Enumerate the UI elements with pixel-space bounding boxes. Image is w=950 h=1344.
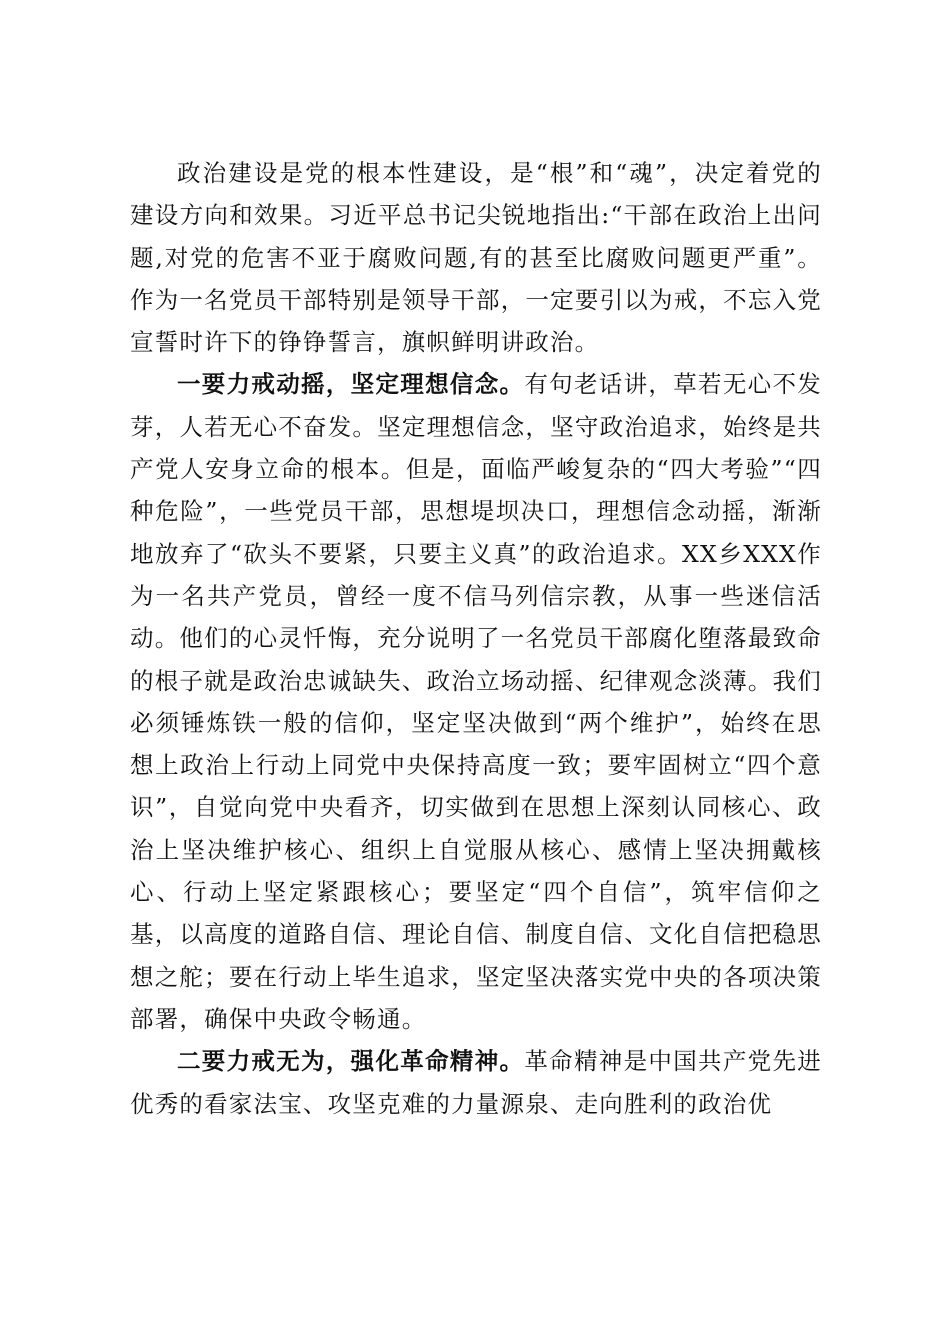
- paragraph-point-two-heading: 二要力戒无为，强化革命精神。: [177, 1047, 525, 1076]
- paragraph-intro: [130, 152, 822, 363]
- document-body: [130, 152, 822, 1125]
- paragraph-point-one-heading: 一要力戒动摇，坚定理想信念。: [177, 370, 525, 399]
- paragraph-point-one: [130, 363, 822, 1040]
- paragraph-point-one-text: 有句老话讲，草若无心不发芽，人若无心不奋发。坚定理想信念，坚守政治追求，始终是共产党人安身立命的根本。但是，面临严峻复杂的“四大考验”“四种危险”，一些党员干部，思想堤坝决口，理想信念动摇，渐渐地放弃了“砍头不要紧，只要主义真”的政治追求。XX乡XXX作为一名共产党员，曾经一度不信马列信宗教，从事一些迷信活动。他们的心灵忏悔，充分说明了一名党员干部腐化堕落最致命的根子就是政治忠诚缺失、政治立场动摇、纪律观念淡薄。我们必须锤炼铁一般的信仰，坚定坚决做到“两个维护”，始终在思想上政治上行动上同党中央保持高度一致；要牢固树立“四个意识”，自觉向党中央看齐，切实做到在思想上深刻认同核心、政治上坚决维护核心、组织上自觉服从核心、感情上坚决拥戴核心、行动上坚定紧跟核心；要坚定“四个自信”，筑牢信仰之基，以高度的道路自信、理论自信、制度自信、文化自信把稳思想之舵；要在行动上毕生追求，坚定坚决落实党中央的各项决策部署，确保中央政令畅通。: [130, 370, 822, 1033]
- paragraph-point-two-text: 革命精神是中国共产党先进优秀的看家法宝、攻坚克难的力量源泉、走向胜利的政治优: [130, 1047, 822, 1118]
- paragraph-point-two: [130, 1040, 822, 1125]
- paragraph-intro-text: 政治建设是党的根本性建设，是“根”和“魂”，决定着党的建设方向和效果。习近平总书记尖锐地指出:“干部在政治上出问题,对党的危害不亚于腐败问题,有的甚至比腐败问题更严重”。作为一名党员干部特别是领导干部，一定要引以为戒，不忘入党宣誓时许下的铮铮誓言，旗帜鲜明讲政治。: [130, 159, 822, 357]
